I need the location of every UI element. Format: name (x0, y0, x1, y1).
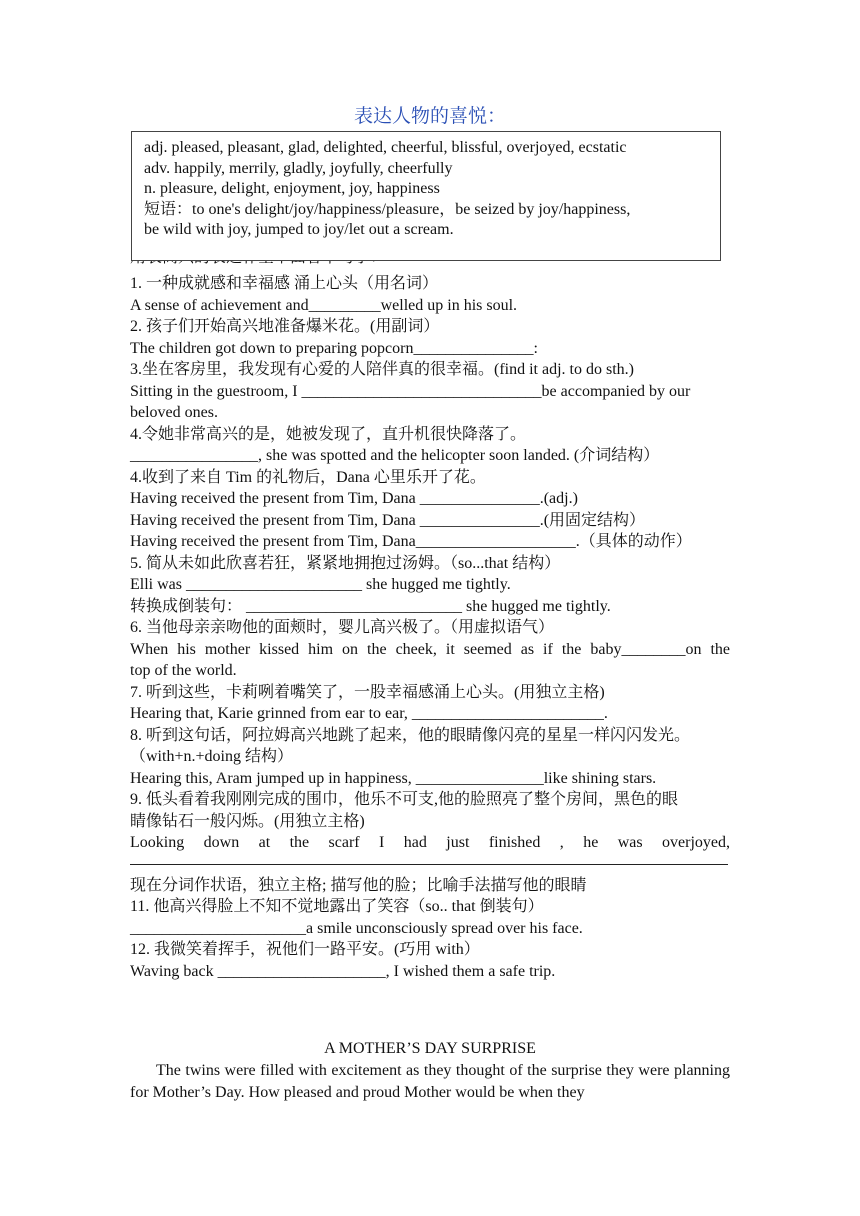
exercise-answer: When his mother kissed him on the cheek, it seemed as if the baby________on the (130, 640, 730, 658)
vocab-line: adv. happily, merrily, gladly, joyfully, cheerfully (144, 159, 453, 177)
exercise-hint: 现在分词作状语，独立主格; 描写他的脸；比喻手法描写他的眼睛 (130, 876, 587, 894)
exercise-answer: Elli was ______________________ she hugged me tightly. (130, 576, 511, 593)
story-heading: A MOTHER’S DAY SURPRISE (324, 1040, 536, 1057)
exercise-prompt: 5. 简从未如此欣喜若狂，紧紧地拥抱过汤姆。（so...that 结构） (130, 554, 561, 572)
vocab-line: adj. pleased, pleasant, glad, delighted, cheerful, blissful, overjoyed, ecstatic (144, 139, 627, 156)
exercise-answer: Hearing that, Karie grinned from ear to ear, ________________________. (130, 705, 608, 722)
vocab-line: n. pleasure, delight, enjoyment, joy, happiness (144, 180, 440, 197)
exercise-answer: Sitting in the guestroom, I ______________________________be accompanied by our (130, 382, 691, 400)
exercise-prompt: 8. 听到这句话，阿拉姆高兴地跳了起来，他的眼睛像闪亮的星星一样闪闪发光。 (130, 726, 691, 744)
answer-blank-line (130, 854, 728, 865)
exercise-answer: ________________, she was spotted and the helicopter soon landed. (介词结构） (130, 447, 660, 464)
exercise-prompt: 4.收到了来自 Tim 的礼物后，Dana 心里乐开了花。 (130, 468, 486, 486)
section-title: 表达人物的喜悦： (353, 106, 506, 127)
exercise-prompt: 11. 他高兴得脸上不知不觉地露出了笑容（so.. that 倒装句） (130, 898, 544, 915)
exercise-prompt: 12. 我微笑着挥手，祝他们一路平安。(巧用 with） (130, 941, 480, 958)
vocab-line: 短语：to one's delight/joy/happiness/pleasure，be seized by joy/happiness, (144, 200, 631, 218)
exercise-prompt: 1. 一种成就感和幸福感 涌上心头（用名词） (130, 275, 439, 292)
exercise-prompt: 4.令她非常高兴的是，她被发现了，直升机很快降落了。 (130, 425, 527, 443)
exercise-answer: Having received the present from Tim, Dana _______________.(adj.) (130, 490, 578, 507)
story-section (130, 1038, 730, 1104)
exercise-prompt: 睛像钻石一般闪烁。(用独立主格) (130, 812, 365, 830)
exercise-answer: Having received the present from Tim, Dana _______________.(用固定结构） (130, 511, 646, 529)
exercise-answer: ______________________a smile unconsciously spread over his face. (130, 919, 583, 937)
exercise-answer: top of the world. (130, 662, 237, 679)
exercise-prompt: （with+n.+doing 结构） (130, 748, 293, 765)
exercise-prompt: 3.坐在客房里，我发现有心爱的人陪伴真的很幸福。(find it adj. to do sth.) (130, 361, 634, 378)
exercise-answer: Having received the present from Tim, Dana____________________.（具体的动作） (130, 533, 692, 550)
vocab-line: be wild with joy, jumped to joy/let out a scream. (144, 221, 454, 238)
exercise-answer: Hearing this, Aram jumped up in happiness, ________________like shining stars. (130, 769, 657, 787)
exercise-list (130, 273, 730, 982)
exercise-prompt: 2. 孩子们开始高兴地准备爆米花。(用副词） (130, 318, 440, 335)
exercise-answer: Waving back _____________________, I wished them a safe trip. (130, 962, 556, 980)
exercise-prompt: 7. 听到这些，卡莉咧着嘴笑了，一股幸福感涌上心头。(用独立主格) (130, 683, 605, 701)
exercise-answer: Looking down at the scarf I had just finished , he was overjoyed, (130, 834, 730, 851)
exercise-prompt: 6. 当他母亲亲吻他的面颊时，婴儿高兴极了。（用虚拟语气） (130, 619, 555, 636)
exercise-answer: 转换成倒装句： ___________________________ she hugged me tightly. (130, 597, 611, 615)
exercise-answer: beloved ones. (130, 404, 218, 421)
exercise-answer: The children got down to preparing popcorn_______________: (130, 339, 538, 357)
exercise-prompt: 9. 低头看着我刚刚完成的围巾，他乐不可支,他的脸照亮了整个房间，黑色的眼 (130, 791, 679, 808)
vocabulary-box (131, 131, 721, 261)
exercise-answer: A sense of achievement and_________welled up in his soul. (130, 296, 518, 314)
story-paragraph: The twins were filled with excitement as they thought of the surprise they were planning for Mother’s Day. How pleased and proud Mother would be when they (130, 1062, 730, 1101)
